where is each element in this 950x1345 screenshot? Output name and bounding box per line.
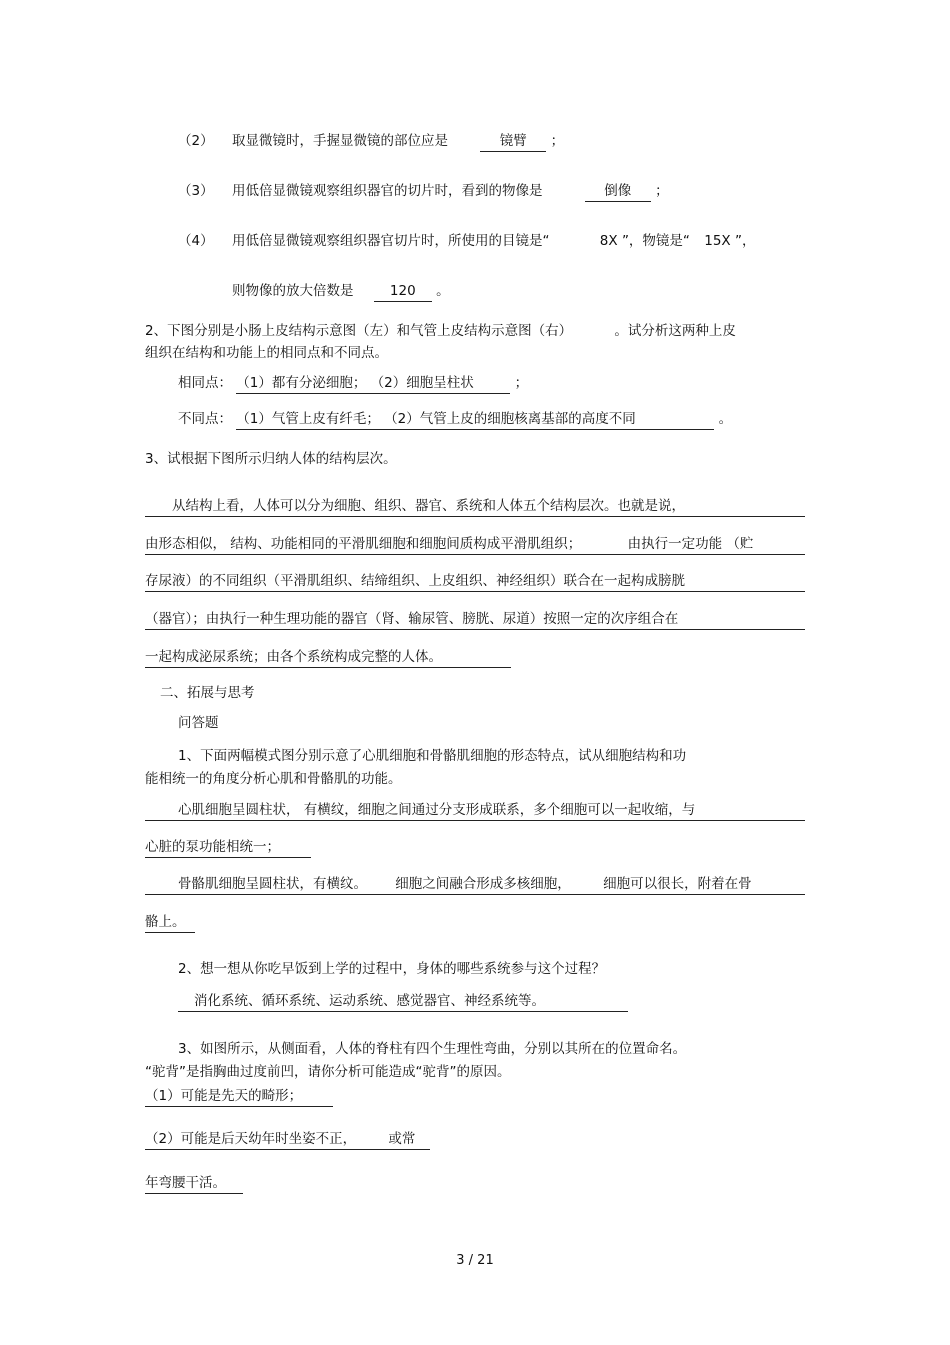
answer-text: 骨骼肌细胞呈圆柱状，有横纹。	[178, 876, 367, 892]
answer-line	[178, 374, 528, 394]
question-text: 则物像的放大倍数是	[232, 283, 354, 299]
item-number: （2）	[178, 133, 214, 149]
answer-text: （2）可能是后天幼年时坐姿不正，	[145, 1131, 357, 1147]
objective-value: 15X	[704, 233, 731, 249]
question-line: “驼背”是指胸曲过度前凹，请你分析可能造成“驼背”的原因。	[145, 1064, 511, 1080]
answer-label: 不同点：	[178, 411, 232, 427]
answer-line: 存尿液）的不同组织（平滑肌组织、结缔组织、上皮组织、神经组织）联合在一起构成膀胱	[145, 572, 805, 592]
answer-label: 相同点：	[178, 375, 232, 391]
answer-line	[145, 1130, 430, 1150]
answer-blank: 镜臂	[480, 132, 546, 152]
question-line	[232, 282, 450, 302]
answer-line: （1）可能是先天的畸形；	[145, 1087, 333, 1107]
answer-line: 心脏的泵功能相统一；	[145, 838, 311, 858]
eyepiece-value: 8X	[599, 233, 618, 249]
punctuation: 。	[436, 283, 450, 299]
question-text: ”，物镜是“	[621, 233, 690, 249]
question-line: 能相统一的角度分析心肌和骨骼肌的功能。	[145, 771, 402, 787]
answer-line	[178, 410, 732, 430]
answer-line: 心肌细胞呈圆柱状， 有横纹，细胞之间通过分支形成联系，多个细胞可以一起收缩，与	[145, 801, 805, 821]
question-line: 1、下面两幅模式图分别示意了心肌细胞和骨骼肌细胞的形态特点，试从细胞结构和功	[178, 748, 687, 764]
answer-line: 一起构成泌尿系统；由各个系统构成完整的人体。	[145, 648, 511, 668]
question-text: 2、下图分别是小肠上皮结构示意图（左）和气管上皮结构示意图（右）	[145, 323, 573, 339]
item-number: （4）	[178, 233, 214, 249]
answer-text: 细胞之间融合形成多核细胞，	[395, 876, 571, 892]
punctuation: ；	[550, 133, 565, 149]
answer-text: 或常	[388, 1131, 416, 1147]
question-text: 。试分析这两种上皮	[614, 323, 736, 339]
question-line: 组织在结构和功能上的相同点和不同点。	[145, 345, 388, 361]
answer-line	[145, 535, 805, 555]
punctuation: ；	[514, 375, 529, 391]
answer-text: 由执行一定功能 （贮	[627, 536, 754, 552]
question-title: 3、试根据下图所示归纳人体的结构层次。	[145, 451, 397, 467]
answer-line: 从结构上看，人体可以分为细胞、组织、器官、系统和人体五个结构层次。也就是说，	[145, 497, 805, 517]
punctuation: 。	[718, 411, 733, 427]
punctuation: ；	[655, 183, 669, 199]
section-heading: 二、拓展与思考	[160, 685, 255, 701]
question-line	[232, 132, 564, 152]
page-number: 3 / 21	[456, 1253, 494, 1268]
answer-line: 骼上。	[145, 913, 195, 933]
answer-line	[145, 875, 805, 895]
subheading: 问答题	[178, 715, 219, 731]
punctuation: ”，	[734, 233, 756, 249]
question-line	[232, 182, 669, 202]
answer-text: 细胞可以很长，附着在骨	[603, 876, 752, 892]
question-text: 用低倍显微镜观察组织器官切片时，所使用的目镜是“	[232, 233, 550, 249]
answer-text: （1）都有分泌细胞； （2）细胞呈柱状	[236, 374, 510, 394]
question-text: 用低倍显微镜观察组织器官的切片时，看到的物像是	[232, 183, 543, 199]
question-line: 3、如图所示，从侧面看，人体的脊柱有四个生理性弯曲，分别以其所在的位置命名。	[178, 1041, 687, 1057]
item-number: （3）	[178, 183, 214, 199]
answer-line: 消化系统、循环系统、运动系统、感觉器官、神经系统等。	[178, 992, 628, 1012]
answer-line: （器官）；由执行一种生理功能的器官（肾、输尿管、膀胱、尿道）按照一定的次序组合在	[145, 610, 805, 630]
question-line	[232, 232, 755, 250]
question-text: 取显微镜时，手握显微镜的部位应是	[232, 133, 448, 149]
answer-line: 年弯腰干活。	[145, 1174, 243, 1194]
question-line: 2、想一想从你吃早饭到上学的过程中，身体的哪些系统参与这个过程？	[178, 961, 606, 977]
answer-text: （1）气管上皮有纤毛； （2）气管上皮的细胞核离基部的高度不同	[236, 410, 714, 430]
question-line	[145, 322, 736, 340]
answer-text: 由形态相似， 结构、功能相同的平滑肌细胞和细胞间质构成平滑肌组织；	[145, 536, 582, 552]
answer-blank: 倒像	[585, 182, 651, 202]
answer-blank: 120	[374, 282, 432, 302]
